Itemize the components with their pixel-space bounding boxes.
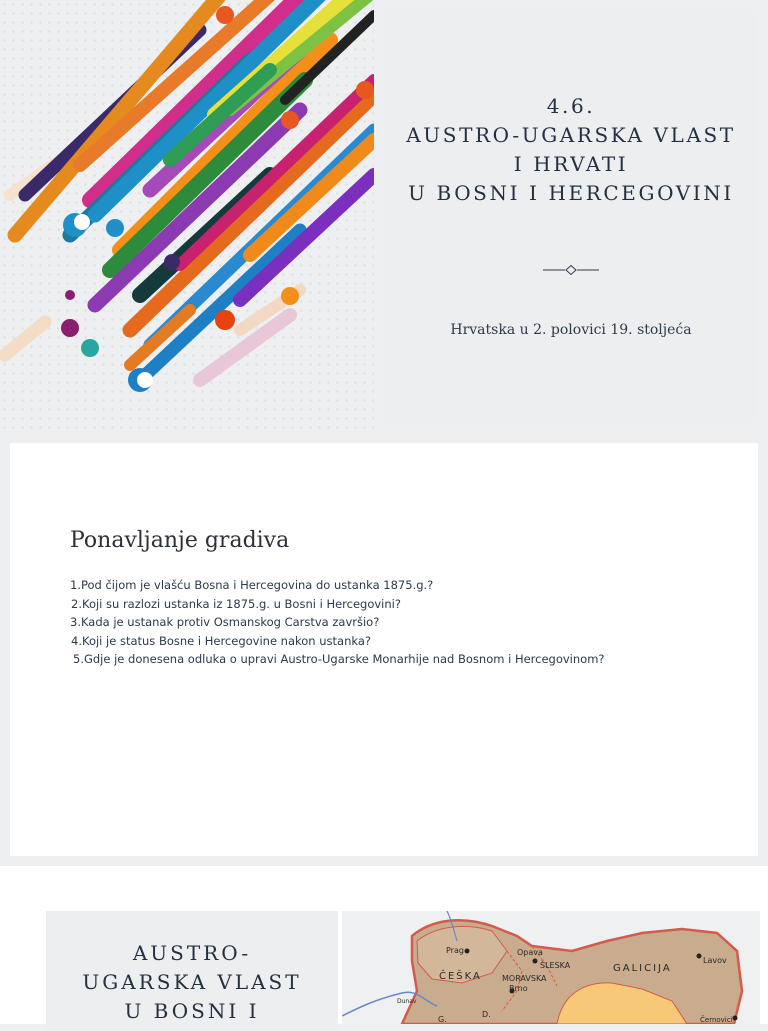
map-label-d: D.: [482, 1010, 491, 1019]
decorative-stripes-artwork: [0, 0, 374, 433]
title-line: I HRVATI: [513, 152, 629, 176]
title-line: 4.6.: [546, 94, 596, 118]
review-question: 3.Kada je ustanak protiv Osmanskog Carstva završio?: [70, 615, 380, 630]
title-slide: [0, 0, 768, 433]
map-label-dunav: Dunav: [397, 998, 417, 1005]
map-label-ceska: ČEŠKA: [439, 971, 482, 982]
section-title-line: UGARSKA VLAST: [82, 970, 302, 994]
review-heading: Ponavljanje gradiva: [70, 528, 290, 553]
review-question: 4.Koji je status Bosne i Hercegovine nakon ustanka?: [71, 633, 371, 648]
map-label-galicija: GALICIJA: [613, 963, 672, 974]
presentation-subtitle: Hrvatska u 2. polovici 19. stoljeća: [450, 322, 692, 338]
section-title: [46, 939, 338, 1026]
section-title-line: AUSTRO-: [132, 941, 252, 965]
section-slide: [0, 866, 768, 1024]
ornament-divider-icon: [543, 264, 599, 276]
review-slide: [10, 443, 758, 856]
map-label-cernovici: Černovici: [700, 1016, 733, 1024]
section-title-line: U BOSNI I: [124, 999, 260, 1023]
review-question-list: [70, 576, 605, 669]
title-panel: [385, 10, 757, 422]
review-question: 2.Koji su razlozi ustanka iz 1875.g. u Bosni i Hercegovini?: [71, 596, 401, 611]
map-graphic: [342, 911, 760, 1024]
review-question: 1.Pod čijom je vlašću Bosna i Hercegovina do ustanka 1875.g.?: [70, 578, 434, 592]
presentation-title: [385, 92, 757, 208]
map-label-brno: Brno: [509, 984, 528, 993]
map-label-sleska: ŠLESKA: [540, 961, 571, 970]
title-line: AUSTRO-UGARSKA VLAST: [406, 123, 736, 147]
stripes-graphic: [0, 0, 374, 433]
map-label-moravska: MORAVSKA: [502, 974, 547, 983]
historical-map: [342, 911, 760, 1024]
map-label-g: G.: [438, 1015, 447, 1024]
map-label-lavov: Lavov: [703, 956, 727, 965]
map-label-prag: Prag: [446, 946, 464, 955]
title-line: U BOSNI I HERCEGOVINI: [408, 181, 734, 205]
review-question: 5.Gdje je donesena odluka o upravi Austro-Ugarske Monarhije nad Bosnom i Hercegovinom?: [73, 652, 605, 667]
map-label-opava: Opava: [517, 948, 543, 957]
section-title-panel: [46, 911, 338, 1031]
